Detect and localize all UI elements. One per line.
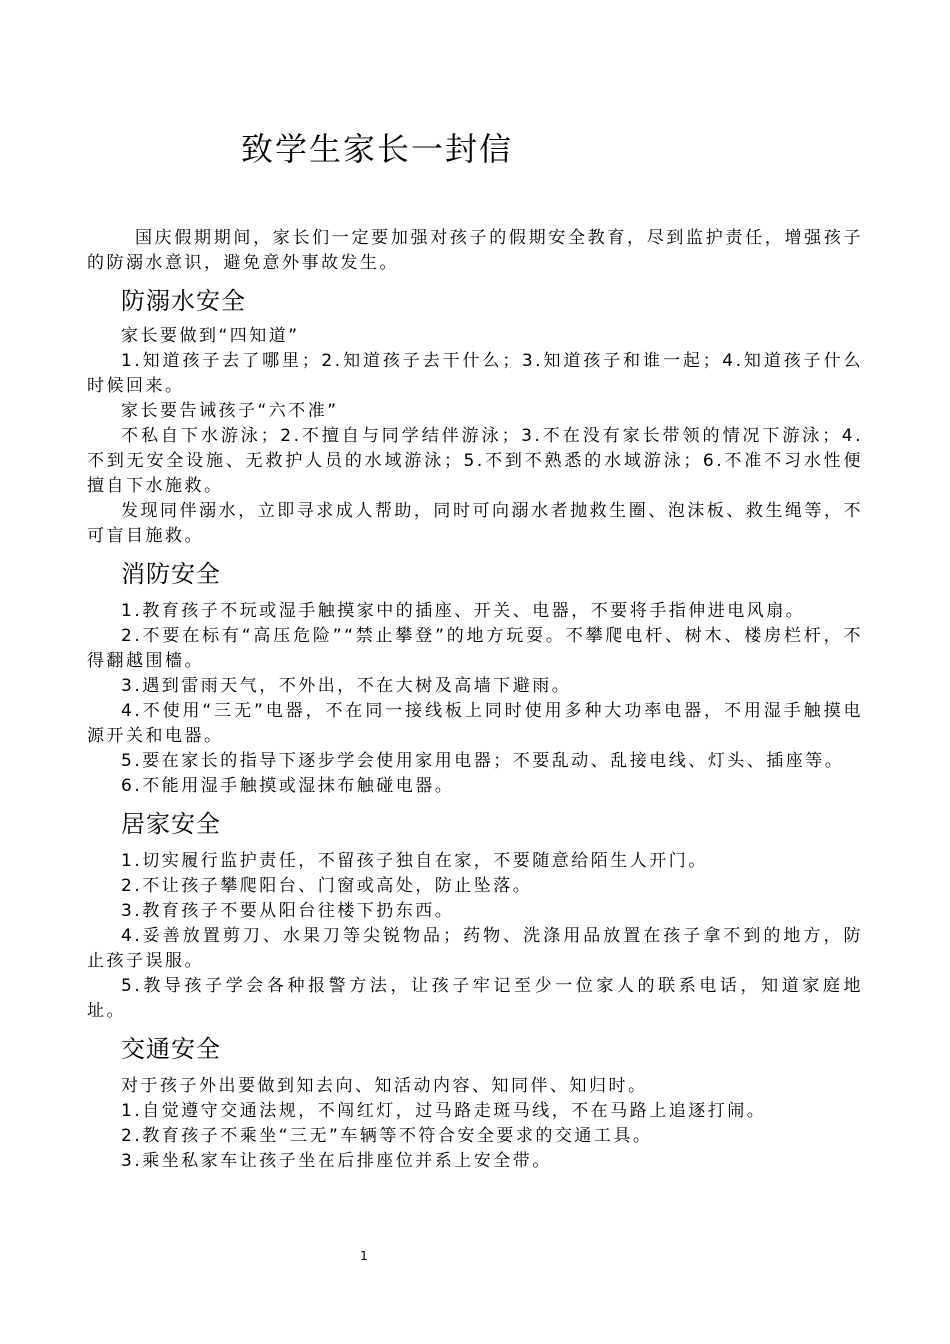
section-heading-home: 居家安全 bbox=[121, 810, 221, 838]
section-home bbox=[87, 849, 863, 1024]
section-traffic bbox=[87, 1074, 863, 1174]
paragraph: 家长要告诫孩子“六不准” bbox=[121, 401, 339, 421]
paragraph: 1.自觉遵守交通法规，不闯红灯，过马路走斑马线，不在马路上追逐打闹。 bbox=[121, 1101, 767, 1121]
paragraph: 6.不能用湿手触摸或湿抹布触碰电器。 bbox=[121, 776, 455, 796]
paragraph: 3.教育孩子不要从阳台往楼下扔东西。 bbox=[121, 901, 455, 921]
intro-paragraph: 国庆假期期间，家长们一定要加强对孩子的假期安全教育，尽到监护责任，增强孩子的防溺水意识，避免意外事故发生。 bbox=[87, 228, 863, 273]
paragraph: 2.教育孩子不乘坐“三无”车辆等不符合安全要求的交通工具。 bbox=[121, 1126, 653, 1146]
paragraph: 3.乘坐私家车让孩子坐在后排座位并系上安全带。 bbox=[121, 1151, 552, 1171]
paragraph: 不私自下水游泳；2.不擅自与同学结伴游泳；3.不在没有家长带领的情况下游泳；4.不到无安全设施、无救护人员的水域游泳；5.不到不熟悉的水域游泳；6.不准不习水性便擅自下水施救。 bbox=[87, 426, 863, 496]
paragraph: 5.教导孩子学会各种报警方法，让孩子牢记至少一位家人的联系电话，知道家庭地址。 bbox=[87, 976, 863, 1021]
paragraph: 对于孩子外出要做到知去向、知活动内容、知同伴、知归时。 bbox=[121, 1076, 648, 1096]
paragraph: 家长要做到“四知道” bbox=[121, 326, 300, 346]
paragraph: 4.妥善放置剪刀、水果刀等尖锐物品；药物、洗涤用品放置在孩子拿不到的地方，防止孩子误服。 bbox=[87, 926, 863, 971]
paragraph: 1.教育孩子不玩或湿手触摸家中的插座、开关、电器，不要将手指伸进电风扇。 bbox=[121, 601, 806, 621]
section-heading-fire: 消防安全 bbox=[121, 560, 221, 588]
paragraph: 1.切实履行监护责任，不留孩子独自在家，不要随意给陌生人开门。 bbox=[121, 851, 708, 871]
paragraph: 5.要在家长的指导下逐步学会使用家用电器；不要乱动、乱接电线、灯头、插座等。 bbox=[121, 751, 845, 771]
page-title: 致学生家长一封信 bbox=[241, 130, 514, 168]
paragraph: 发现同伴溺水，立即寻求成人帮助，同时可向溺水者抛救生圈、泡沫板、救生绳等，不可盲目施救。 bbox=[87, 501, 863, 546]
paragraph: 4.不使用“三无”电器，不在同一接线板上同时使用多种大功率电器，不用湿手触摸电源开关和电器。 bbox=[87, 701, 863, 746]
paragraph: 1.知道孩子去了哪里；2.知道孩子去干什么；3.知道孩子和谁一起；4.知道孩子什么时候回来。 bbox=[87, 351, 863, 396]
paragraph: 2.不要在标有“高压危险”“禁止攀登”的地方玩耍。不攀爬电杆、树木、楼房栏杆，不得翻越围檣。 bbox=[87, 626, 863, 671]
section-heading-drowning: 防溺水安全 bbox=[121, 287, 246, 315]
page-number: 1 bbox=[360, 1249, 368, 1263]
section-heading-traffic: 交通安全 bbox=[121, 1035, 221, 1063]
paragraph: 2.不让孩子攀爬阳台、门窗或高处，防止坠落。 bbox=[121, 876, 533, 896]
letter-body bbox=[87, 226, 863, 1174]
section-fire bbox=[87, 599, 863, 799]
paragraph: 3.遇到雷雨天气，不外出，不在大树及高墙下避雨。 bbox=[121, 676, 572, 696]
section-drowning bbox=[87, 324, 863, 549]
